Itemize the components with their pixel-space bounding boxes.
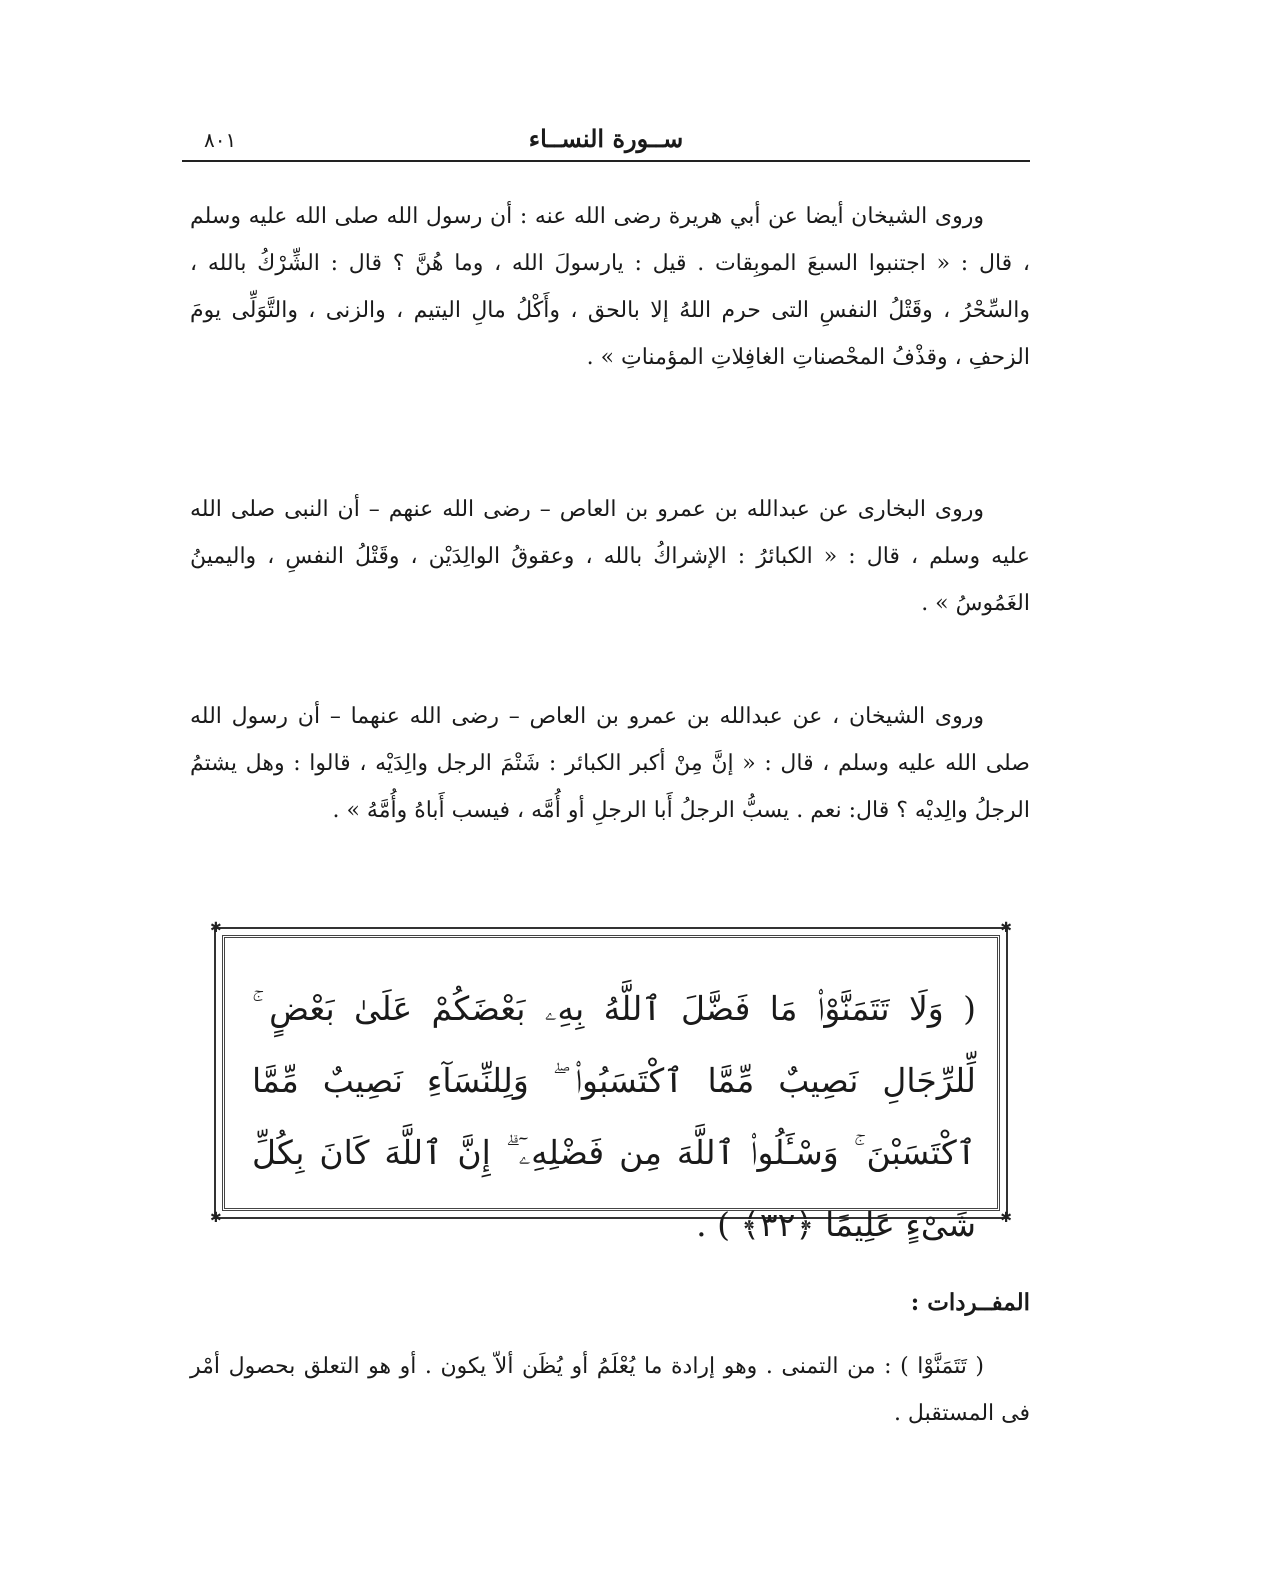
paragraph-text: وروى الشيخان ، عن عبدالله بن عمرو بن العاص – رضى الله عنهما – أن رسول الله صلى الله عليه وسلم ، قال : « إنَّ مِنْ أكبر الكبائر : شَتْمَ الرجل والِدَيْه ، قالوا : وهل يشتمُ الرجلُ والِديْه ؟ قال: نعم . يسبُّ الرجلُ أَبا الرجلِ أو أُمَّه ، فيسب أَباهُ وأُمَّهُ » . [190,704,1030,823]
vocabulary-paragraph [190,1343,1030,1437]
paragraph-text: ( تَتَمَنَّوْا ) : من التمنى . وهو إرادة ما يُعْلَمُ أو يُظَن ألاّ يكون . أو هو التعلق بحصول أمْر فى المستقبل . [190,1354,1030,1426]
page-header [182,118,1030,162]
hadith-paragraph [190,193,1030,381]
hadith-paragraph [190,486,1030,627]
hadith-paragraph [190,693,1030,834]
star-ornament-icon: ✱ [210,1210,222,1226]
page-number: ٨٠١ [204,128,237,152]
paragraph-text: وروى البخارى عن عبدالله بن عمرو بن العاص – رضى الله عنهم – أن النبى صلى الله عليه وسلم ، قال : « الكبائرُ : الإشراكُ بالله ، وعقوقُ الوالِدَيْن ، وقَتْلُ النفسِ ، واليمينُ الغَمُوسُ » . [190,497,1030,616]
star-ornament-icon: ✱ [1000,1210,1012,1226]
star-ornament-icon: ✱ [1000,920,1012,936]
running-title: ســورة النســاء [528,124,684,153]
section-heading: المفــردات : [910,1289,1030,1316]
quran-verse-frame [210,920,1012,1244]
quran-verse-text: ( وَلَا تَتَمَنَّوْا۟ مَا فَضَّلَ ٱللَّهُ بِهِۦ بَعْضَكُمْ عَلَىٰ بَعْضٍ ۚ لِّلرِّجَالِ نَصِيبٌ مِّمَّا ٱكْتَسَبُوا۟ ۖ وَلِلنِّسَآءِ نَصِيبٌ مِّمَّا ٱكْتَسَبْنَ ۚ وَسْـَٔلُوا۟ ٱللَّهَ مِن فَضْلِهِۦٓ ۗ إِنَّ ٱللَّهَ كَانَ بِكُلِّ شَىْءٍ عَلِيمًا ﴿٣٢﴾ ) . [252,989,976,1244]
header-rule [182,160,1030,162]
star-ornament-icon: ✱ [210,920,222,936]
paragraph-text: وروى الشيخان أيضا عن أبي هريرة رضى الله عنه : أن رسول الله صلى الله عليه وسلم ، قال : « اجتنبوا السبعَ الموبِقات . قيل : يارسولَ الله ، وما هُنَّ ؟ قال : الشِّرْكُ بالله ، والسِّحْرُ ، وقَتْلُ النفسِ التى حرم اللهُ إلا بالحق ، وأَكْلُ مالِ اليتيم ، والزنى ، والتَّوَلِّى يومَ الزحفِ ، وقذْفُ المحْصناتِ الغافِلاتِ المؤمناتِ » . [190,204,1030,370]
